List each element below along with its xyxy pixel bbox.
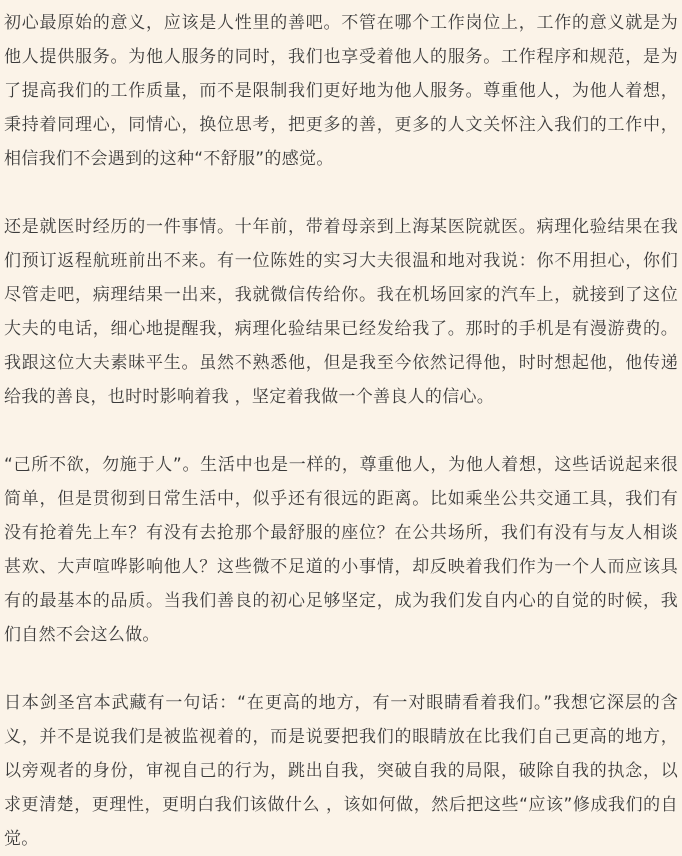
paragraph-1: 初心最原始的意义，应该是人性里的善吧。不管在哪个工作岗位上，工作的意义就是为他人提供服务。为他人服务的同时，我们也享受着他人的服务。工作程序和规范，是为了提高我们的工作质量，而不是限制我们更好地为他人服务。尊重他人，为他人着想，秉持着同理心，同情心，换位思考，把更多的善，更多的人文关怀注入我们的工作中，相信我们不会遇到的这种“不舒服”的感觉。 <box>4 13 678 169</box>
paragraph-2: 还是就医时经历的一件事情。十年前，带着母亲到上海某医院就医。病理化验结果在我们预订返程航班前出不来。有一位陈姓的实习大夫很温和地对我说：你不用担心，你们尽管走吧，病理结果一出来，我就微信传给你。我在机场回家的汽车上，就接到了这位大夫的电话，细心地提醒我，病理化验结果已经发给我了。那时的手机是有漫游费的。我跟这位大夫素昧平生。虽然不熟悉他，但是我至今依然记得他，时时想起他，他传递给我的善良，也时时影响着我 ，坚定着我做一个善良人的信心。 <box>4 217 678 407</box>
paragraph-3: “己所不欲，勿施于人”。生活中也是一样的，尊重他人，为他人着想，这些话说起来很简单，但是贯彻到日常生活中，似乎还有很远的距离。比如乘坐公共交通工具，我们有没有抢着先上车？有没有去抢那个最舒服的座位？在公共场所，我们有没有与友人相谈甚欢、大声喧哗影响他人？这些微不足道的小事情，却反映着我们作为一个人而应该具有的最基本的品质。当我们善良的初心足够坚定，成为我们发自内心的自觉的时候，我们自然不会这么做。 <box>4 455 678 645</box>
paragraph-4: 日本剑圣宫本武藏有一句话：“在更高的地方，有一对眼睛看着我们。”我想它深层的含义，并不是说我们是被监视着的，而是说要把我们的眼睛放在比我们自己更高的地方，以旁观者的身份，审视自己的行为，跳出自我，突破自我的局限，破除自我的执念，以求更清楚，更理性，更明白我们该做什么 ，该如何做，然后把这些“应该”修成我们的自觉。 <box>4 693 678 849</box>
